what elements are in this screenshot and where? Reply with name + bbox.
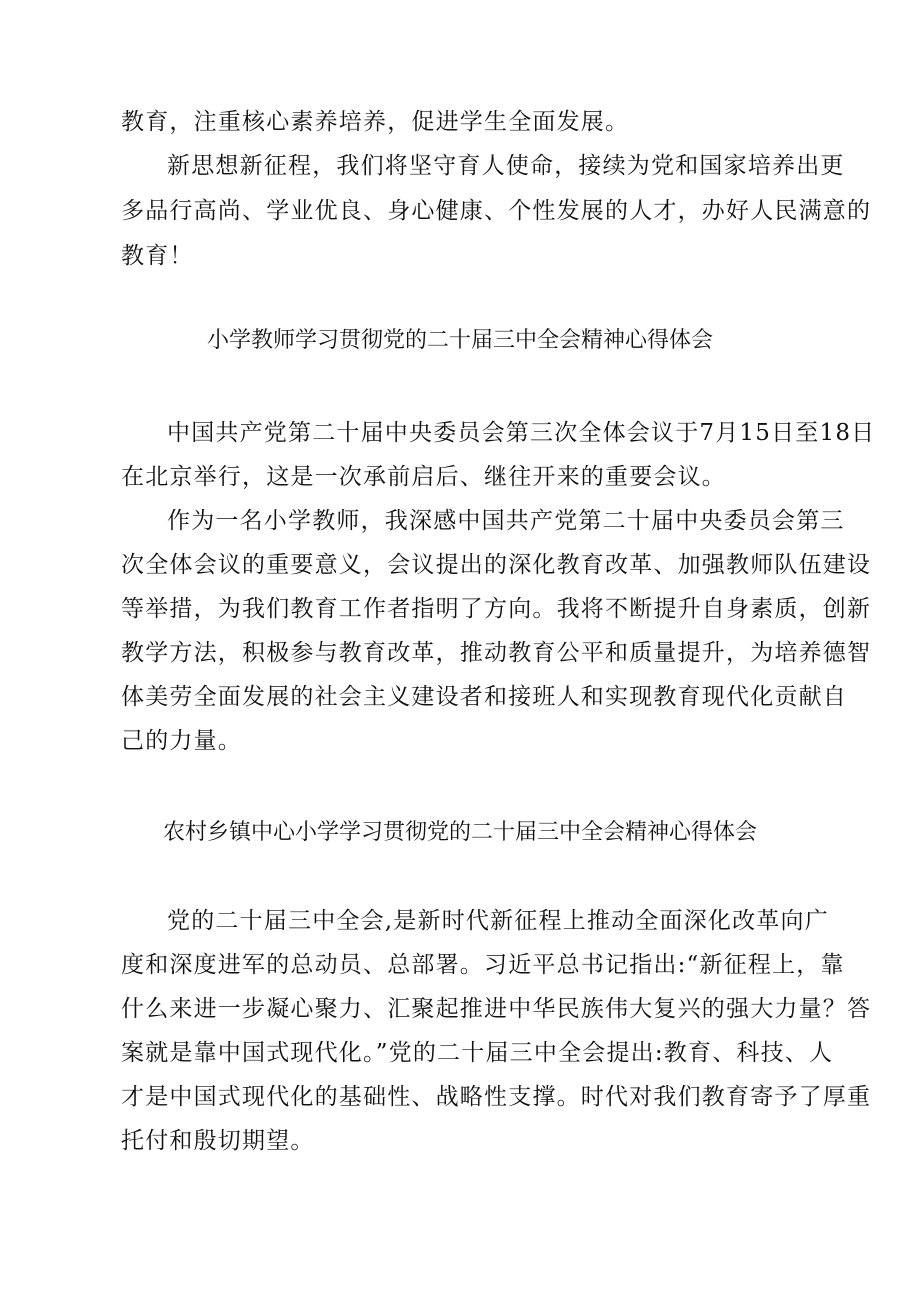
intro-p2-line-3: 教育！	[121, 243, 194, 269]
section2-p1-line-1: 党的二十届三中全会,是新时代新征程上推动全面深化改革向广	[167, 908, 829, 934]
section1-title: 小学教师学习贯彻党的二十届三中全会精神心得体会	[206, 328, 713, 353]
section2-title: 农村乡镇中心小学学习贯彻党的二十届三中全会精神心得体会	[162, 820, 757, 845]
section2-p1-line-2: 度和深度进军的总动员、总部署。习近平总书记指出:“新征程上，靠	[121, 952, 845, 978]
intro-p2-line-2: 多品行高尚、学业优良、身心健康、个性发展的人才，办好人民满意的	[121, 198, 872, 224]
section1-p1-line-2: 在北京举行，这是一次承前启后、继往开来的重要会议。	[121, 464, 726, 490]
section1-p2-line-5: 体美劳全面发展的社会主义建设者和接班人和实现教育现代化贡献自	[121, 684, 847, 710]
section2-p1-line-5: 才是中国式现代化的基础性、战略性支撑。时代对我们教育寄予了厚重	[121, 1084, 872, 1110]
intro-p1-line-1: 教育，注重核心素养培养，促进学生全面发展。	[121, 109, 630, 135]
section1-p2-line-3: 等举措，为我们教育工作者指明了方向。我将不断提升自身素质，创新	[121, 596, 872, 622]
intro-p2-line-1: 新思想新征程，我们将坚守育人使命，接续为党和国家培养出更	[167, 153, 845, 179]
section1-p2-line-6: 己的力量。	[121, 728, 242, 754]
section1-p2-line-1: 作为一名小学教师，我深感中国共产党第二十届中央委员会第三	[167, 508, 845, 534]
section1-p2-line-2: 次全体会议的重要意义，会议提出的深化教育改革、加强教师队伍建设	[121, 552, 872, 578]
section2-p1-line-4: 案就是靠中国式现代化。”党的二十届三中全会提出:教育、科技、人	[121, 1040, 834, 1066]
section1-p2-line-4: 教学方法，积极参与教育改革，推动教育公平和质量提升，为培养德智	[121, 640, 872, 666]
section1-p1-line-1: 中国共产党第二十届中央委员会第三次全体会议于7月15日至18日	[167, 420, 876, 446]
section2-p1-line-3: 什么来进一步凝心聚力、汇聚起推进中华民族伟大复兴的强大力量？答	[121, 996, 872, 1022]
section2-p1-line-6: 托付和殷切期望。	[121, 1128, 315, 1154]
